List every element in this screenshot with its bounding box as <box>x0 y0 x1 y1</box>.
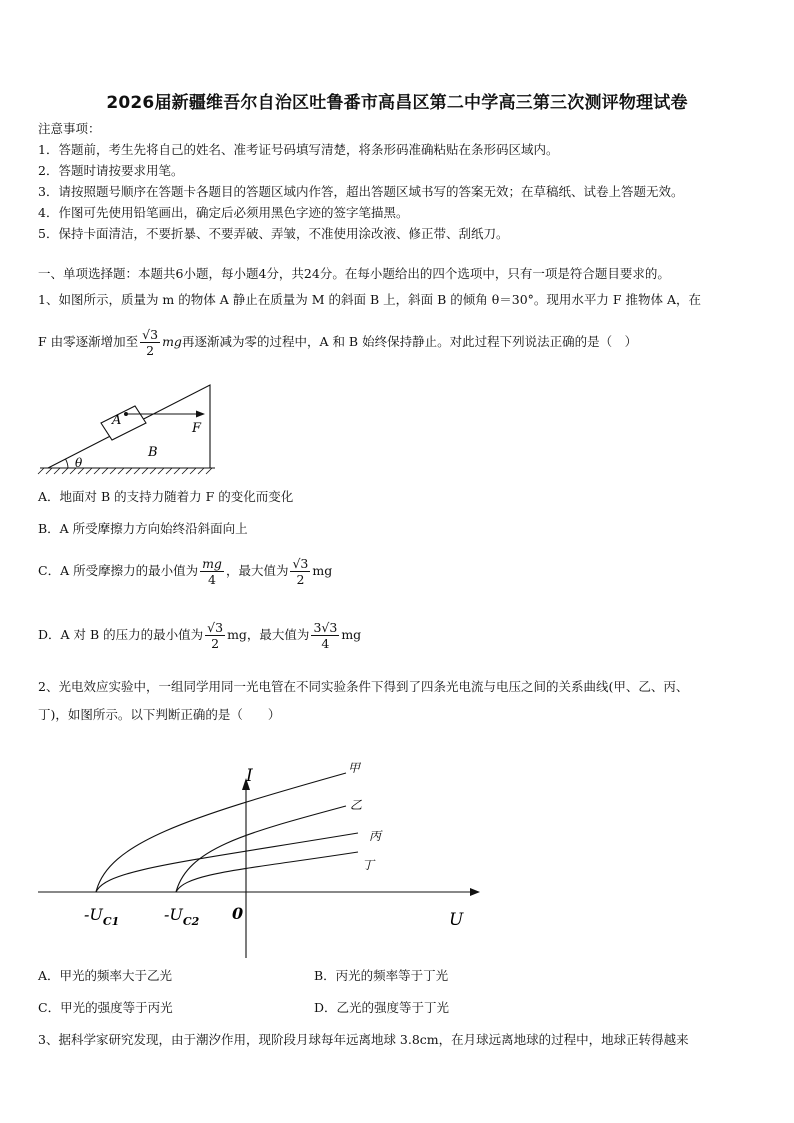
curve-bing <box>96 833 358 892</box>
angle-arc <box>66 459 69 468</box>
q1-option-d-frac1-num: √3 <box>207 620 224 635</box>
label-b: B <box>148 445 158 460</box>
notice-item-2: 2．答题时请按要求用笔。 <box>38 163 184 178</box>
q1-option-d-pre: D．A 对 B 的压力的最小值为 <box>38 627 204 642</box>
force-arrowhead <box>196 411 205 418</box>
uc1-sub: C1 <box>102 915 120 928</box>
section-heading: 一、单项选择题：本题共6小题，每小题4分，共24分。在每小题给出的四个选项中，只有一项是符合题目要求的。 <box>38 266 670 281</box>
q1-option-c-frac1-den: 4 <box>208 572 216 587</box>
q1-stem-line1: 1、如图所示，质量为 m 的物体 A 静止在质量为 M 的斜面 B 上，斜面 B 的倾角 θ＝30°。现用水平力 F 推物体 A，在 <box>38 292 702 307</box>
q1-option-c-mid: ，最大值为 <box>225 563 289 578</box>
q1-fraction <box>140 327 160 358</box>
label-a: A <box>112 413 122 428</box>
u-axis-arrowhead <box>470 888 480 896</box>
q2-option-a: A．甲光的频率大于乙光 <box>38 968 173 983</box>
exam-title: 2026届新疆维吾尔自治区吐鲁番市高昌区第二中学高三第三次测评物理试卷 <box>106 93 688 113</box>
q2-option-c: C．甲光的强度等于丙光 <box>38 1000 173 1015</box>
notice-item-3: 3．请按照题号顺序在答题卡各题目的答题区域内作答，超出答题区域书写的答案无效；在草稿纸、试卷上答题无效。 <box>38 184 684 199</box>
q2-option-d: D．乙光的强度等于丁光 <box>314 1000 450 1015</box>
notice-item-5: 5．保持卡面清洁，不要折暴、不要弄破、弄皱，不准使用涂改液、修正带、刮纸刀。 <box>38 226 509 241</box>
incline-diagram <box>40 380 240 480</box>
q1-fraction-num: √3 <box>142 327 159 342</box>
q1-option-c-frac1-num: mg <box>202 556 222 571</box>
q1-option-c-pre: C．A 所受摩擦力的最小值为 <box>38 563 199 578</box>
q1-option-d-frac2 <box>311 620 339 651</box>
i-axis-label: I <box>246 766 253 786</box>
uc2-main: -U <box>164 905 183 924</box>
notice-item-4: 4．作图可先使用铅笔画出，确定后必须用黑色字迹的签字笔描黑。 <box>38 205 409 220</box>
uc2-sub: C2 <box>182 915 200 928</box>
q1-fraction-den: 2 <box>146 343 155 358</box>
label-bing: 丙 <box>369 829 382 843</box>
curve-jia <box>96 773 346 892</box>
u-axis-label: U <box>449 910 464 930</box>
q1-option-c-tail: mg <box>312 563 333 578</box>
q1-option-b: B．A 所受摩擦力方向始终沿斜面向上 <box>38 521 248 536</box>
label-jia: 甲 <box>348 761 361 775</box>
ground-hatching <box>38 468 212 474</box>
label-yi: 乙 <box>350 798 363 812</box>
q1-option-d-frac2-den: 4 <box>321 636 330 651</box>
q1-option-d-frac2-num: 3√3 <box>313 620 338 635</box>
q1-option-c <box>38 556 332 587</box>
q1-option-c-frac2-num: √3 <box>292 556 309 571</box>
q1-option-d-tail: mg <box>341 627 362 642</box>
q1-option-d-frac1-den: 2 <box>211 636 220 651</box>
photoelectric-graph <box>36 758 496 968</box>
uc1-label <box>84 905 119 928</box>
label-theta: θ <box>75 456 83 470</box>
uc2-label <box>164 905 200 928</box>
label-ding: 丁 <box>362 858 375 872</box>
q1-option-c-frac2 <box>290 556 310 587</box>
q1-stem-pre: F 由零逐渐增加至 <box>38 334 139 349</box>
origin-label: 0 <box>232 904 244 923</box>
q1-option-a: A．地面对 B 的支持力随着力 F 的变化而变化 <box>38 489 294 504</box>
q1-option-c-frac1 <box>200 556 224 587</box>
q1-fraction-tail: mg <box>162 334 182 349</box>
q2-stem-line1: 2、光电效应实验中，一组同学用同一光电管在不同实验条件下得到了四条光电流与电压之间的关系曲线(甲、乙、丙、 <box>38 679 689 694</box>
uc1-main: -U <box>84 905 103 924</box>
q1-option-d-frac1 <box>205 620 225 651</box>
label-f: F <box>192 421 202 436</box>
q1-option-d-mid: mg，最大值为 <box>227 627 310 642</box>
q1-option-c-frac2-den: 2 <box>296 572 305 587</box>
q3-stem-line1: 3、据科学家研究发现，由于潮汐作用，现阶段月球每年远离地球 3.8cm，在月球远离地球的过程中，地球正转得越来 <box>38 1032 689 1047</box>
q2-stem-line2: 丁)，如图所示。以下判断正确的是（ ） <box>38 707 281 722</box>
q1-option-d <box>38 620 361 651</box>
q1-stem-line2 <box>38 327 637 358</box>
block-a <box>101 406 146 440</box>
q2-option-b: B．丙光的频率等于丁光 <box>314 968 449 983</box>
q1-stem-post: 再逐渐减为零的过程中，A 和 B 始终保持静止。对此过程下列说法正确的是（ ） <box>181 334 638 349</box>
notice-heading: 注意事项： <box>38 121 101 136</box>
notice-item-1: 1．答题前，考生先将自己的姓名、准考证号码填写清楚，将条形码准确粘贴在条形码区域内。 <box>38 142 559 157</box>
